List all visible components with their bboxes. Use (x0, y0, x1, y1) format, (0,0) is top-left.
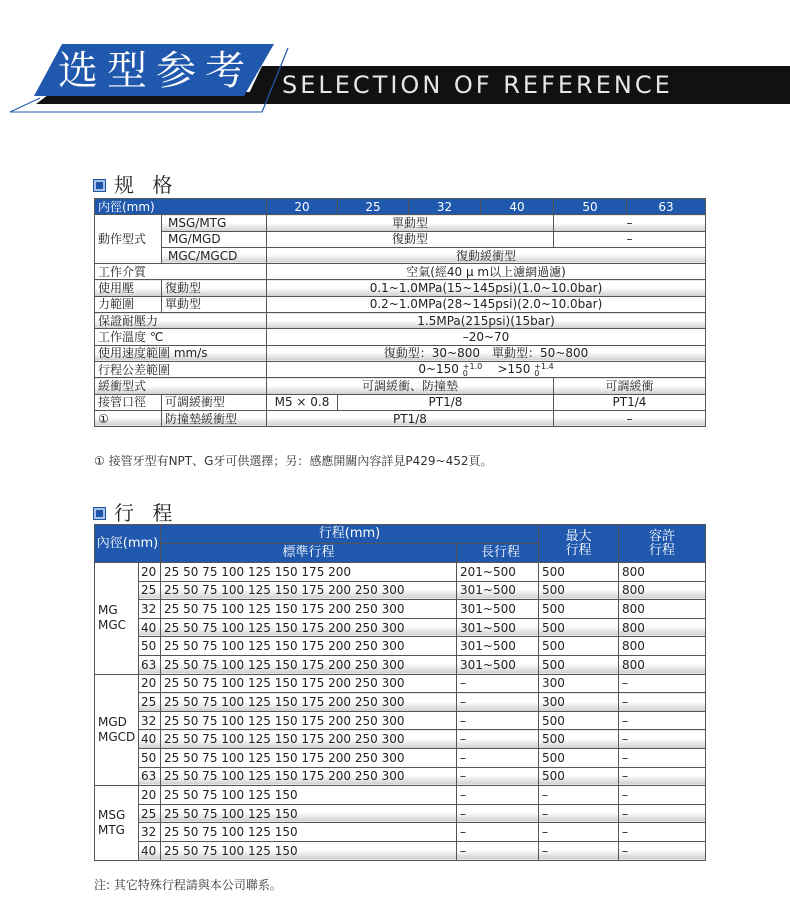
spec-header-cell: 20 (267, 199, 338, 215)
square-bullet-icon (94, 180, 105, 191)
stroke-cell-standard: 25 50 75 100 125 150 175 200 250 300 (161, 581, 457, 600)
stroke-cell-max: 500 (539, 748, 619, 767)
stroke-cell-size: 50 (139, 637, 161, 656)
stroke-cell-size: 32 (139, 600, 161, 619)
stroke-cell-long: 301~500 (457, 655, 539, 674)
spec-speed-label: 使用速度範圍 mm/s (95, 345, 267, 361)
stroke-cell-standard: 25 50 75 100 125 150 (161, 841, 457, 860)
spec-pressure-label: 力範圍 (95, 296, 162, 312)
stroke-cell-max: – (539, 823, 619, 842)
stroke-header-max-line2: 行程 (565, 542, 592, 558)
spec-action-label: 動作型式 (95, 215, 162, 264)
spec-port-label: ① (95, 410, 162, 426)
table-row (95, 823, 706, 842)
spec-row-port-1 (95, 394, 706, 410)
stroke-cell-allow: – (619, 804, 706, 823)
stroke-cell-long: – (457, 786, 539, 805)
tol-b-lower: 0 (534, 368, 540, 378)
spec-pressure-value: 0.2~1.0MPa(28~145psi)(2.0~10.0bar) (267, 296, 706, 312)
stroke-cell-allow: 800 (619, 600, 706, 619)
stroke-cell-allow: 800 (619, 637, 706, 656)
spec-cushion-value: 可調緩衝、防撞墊 (267, 378, 554, 394)
stroke-cell-max: 500 (539, 711, 619, 730)
spec-temp-label: 工作溫度 ℃ (95, 329, 267, 345)
stroke-cell-size: 40 (139, 841, 161, 860)
stroke-cell-size: 50 (139, 748, 161, 767)
tol-range-a: 0~150 (418, 362, 459, 377)
stroke-cell-standard: 25 50 75 100 125 150 175 200 250 300 (161, 693, 457, 712)
stroke-cell-long: 301~500 (457, 618, 539, 637)
stroke-cell-long: 301~500 (457, 581, 539, 600)
stroke-group-name-line1: MGD (98, 714, 127, 729)
stroke-cell-allow: 800 (619, 618, 706, 637)
stroke-header-allow-line1: 容許 (649, 528, 676, 544)
stroke-cell-standard: 25 50 75 100 125 150 175 200 250 300 (161, 730, 457, 749)
stroke-header-stroke: 行程(mm) (161, 525, 539, 544)
stroke-group-name (95, 786, 139, 860)
spec-row-cushion (95, 378, 706, 394)
spec-row-proof (95, 313, 706, 329)
spec-action-value: 單動型 (267, 215, 554, 231)
stroke-footnote: 注: 其它特殊行程請與本公司聯系。 (94, 878, 282, 892)
stroke-cell-long: – (457, 823, 539, 842)
stroke-cell-long: – (457, 693, 539, 712)
banner-title-cn: 选型参考 (58, 48, 254, 94)
stroke-header-allow (619, 525, 706, 563)
table-row (95, 841, 706, 860)
stroke-cell-standard: 25 50 75 100 125 150 175 200 250 300 (161, 600, 457, 619)
stroke-header-long: 長行程 (457, 544, 539, 563)
stroke-cell-allow: – (619, 730, 706, 749)
spec-port-value: PT1/4 (554, 394, 706, 410)
spec-section-title (94, 174, 178, 196)
stroke-cell-allow: 800 (619, 563, 706, 582)
stroke-cell-allow: – (619, 711, 706, 730)
stroke-section-title (94, 502, 178, 524)
spec-tol-value (267, 361, 706, 377)
stroke-cell-size: 25 (139, 581, 161, 600)
stroke-cell-long: – (457, 748, 539, 767)
stroke-header-max-line1: 最大 (565, 528, 592, 544)
stroke-cell-allow: – (619, 786, 706, 805)
stroke-table (94, 524, 706, 861)
stroke-cell-size: 20 (139, 674, 161, 693)
stroke-header-standard: 標準行程 (161, 544, 457, 563)
stroke-cell-long: 201~500 (457, 563, 539, 582)
spec-row-medium (95, 264, 706, 280)
spec-row-temp (95, 329, 706, 345)
spec-row-tolerance (95, 361, 706, 377)
stroke-group-name (95, 563, 139, 675)
stroke-cell-standard: 25 50 75 100 125 150 175 200 250 300 (161, 655, 457, 674)
stroke-cell-standard: 25 50 75 100 125 150 175 200 (161, 563, 457, 582)
spec-proof-label: 保證耐壓力 (95, 313, 267, 329)
spec-proof-value: 1.5MPa(215psi)(15bar) (267, 313, 706, 329)
spec-action-value: 復動型 (267, 231, 554, 247)
table-row (95, 581, 706, 600)
spec-row-port-2 (95, 410, 706, 426)
spec-header-cell: 32 (409, 199, 481, 215)
stroke-cell-allow: – (619, 674, 706, 693)
spec-action-value: – (554, 231, 706, 247)
spec-header-cell: 50 (554, 199, 627, 215)
stroke-group-name-line2: MTG (98, 822, 125, 837)
table-row (95, 655, 706, 674)
stroke-table-body (95, 563, 706, 861)
spec-medium-label: 工作介質 (95, 264, 267, 280)
stroke-cell-size: 63 (139, 655, 161, 674)
spec-row-action-3 (95, 247, 706, 263)
stroke-cell-max: 500 (539, 581, 619, 600)
stroke-cell-long: – (457, 804, 539, 823)
stroke-cell-standard: 25 50 75 100 125 150 175 200 250 300 (161, 674, 457, 693)
stroke-cell-max: 500 (539, 600, 619, 619)
spec-action-type: MGC/MGCD (162, 247, 267, 263)
table-row (95, 767, 706, 786)
stroke-cell-allow: – (619, 748, 706, 767)
tol-a-lower: 0 (462, 368, 468, 378)
stroke-cell-long: 301~500 (457, 600, 539, 619)
stroke-cell-long: – (457, 674, 539, 693)
stroke-cell-size: 40 (139, 618, 161, 637)
stroke-cell-size: 25 (139, 804, 161, 823)
stroke-cell-standard: 25 50 75 100 125 150 (161, 786, 457, 805)
spec-section-title-text: 规 格 (114, 173, 179, 197)
table-row (95, 804, 706, 823)
table-row (95, 637, 706, 656)
stroke-group-name-line2: MGCD (98, 729, 136, 744)
spec-header-cell: 25 (338, 199, 409, 215)
spec-header-row (95, 199, 706, 215)
spec-row-speed (95, 345, 706, 361)
table-row (95, 563, 706, 582)
spec-medium-value: 空氣(經40 μ m以上濾網過濾) (267, 264, 706, 280)
stroke-cell-size: 32 (139, 711, 161, 730)
stroke-cell-max: 500 (539, 637, 619, 656)
stroke-cell-standard: 25 50 75 100 125 150 (161, 823, 457, 842)
spec-row-pressure-2 (95, 296, 706, 312)
table-row (95, 693, 706, 712)
spec-table (94, 198, 706, 427)
banner-title-en: SELECTION OF REFERENCE (282, 71, 673, 99)
stroke-cell-max: 500 (539, 767, 619, 786)
stroke-cell-size: 40 (139, 730, 161, 749)
stroke-header-row-1 (95, 525, 706, 544)
spec-row-action-1 (95, 215, 706, 231)
stroke-group-name-line1: MSG (98, 807, 126, 822)
spec-speed-value: 復動型：30~800 單動型：50~800 (267, 345, 706, 361)
spec-cushion-label: 緩衝型式 (95, 378, 267, 394)
spec-pressure-label: 使用壓 (95, 280, 162, 296)
stroke-header-allow-line2: 行程 (649, 542, 676, 558)
spec-port-value: – (554, 410, 706, 426)
spec-action-value: 復動緩衝型 (267, 247, 706, 263)
spec-header-cell: 63 (627, 199, 706, 215)
stroke-header-bore: 內徑(mm) (95, 525, 161, 563)
stroke-cell-long: – (457, 767, 539, 786)
table-row (95, 748, 706, 767)
stroke-cell-max: – (539, 804, 619, 823)
spec-port-type: 可調緩衝型 (162, 394, 267, 410)
stroke-cell-allow: – (619, 823, 706, 842)
stroke-cell-max: 300 (539, 693, 619, 712)
stroke-cell-standard: 25 50 75 100 125 150 (161, 804, 457, 823)
stroke-cell-allow: 800 (619, 581, 706, 600)
stroke-cell-long: – (457, 711, 539, 730)
spec-pressure-type: 復動型 (162, 280, 267, 296)
stroke-cell-standard: 25 50 75 100 125 150 175 200 250 300 (161, 637, 457, 656)
spec-temp-value: –20~70 (267, 329, 706, 345)
spec-header-bore: 内徑(mm) (95, 199, 267, 215)
stroke-cell-max: – (539, 786, 619, 805)
spec-row-action-2 (95, 231, 706, 247)
table-row (95, 674, 706, 693)
stroke-cell-long: – (457, 730, 539, 749)
spec-pressure-type: 單動型 (162, 296, 267, 312)
spec-pressure-value: 0.1~1.0MPa(15~145psi)(1.0~10.0bar) (267, 280, 706, 296)
spec-port-label: 接管口徑 (95, 394, 162, 410)
spec-row-pressure-1 (95, 280, 706, 296)
stroke-cell-allow: – (619, 841, 706, 860)
stroke-cell-max: 500 (539, 618, 619, 637)
spec-port-value: PT1/8 (338, 394, 554, 410)
spec-action-type: MG/MGD (162, 231, 267, 247)
header-banner (0, 0, 790, 130)
stroke-cell-size: 63 (139, 767, 161, 786)
stroke-group-name-line1: MG (98, 603, 118, 618)
stroke-cell-size: 32 (139, 823, 161, 842)
table-row (95, 711, 706, 730)
stroke-cell-max: – (539, 841, 619, 860)
spec-port-value: M5 × 0.8 (267, 394, 338, 410)
spec-footnote: ① 接管牙型有NPT、G牙可供選擇；另：感應開關內容詳見P429~452頁。 (94, 454, 493, 468)
stroke-cell-standard: 25 50 75 100 125 150 175 200 250 300 (161, 711, 457, 730)
stroke-cell-max: 300 (539, 674, 619, 693)
stroke-cell-size: 25 (139, 693, 161, 712)
tol-a-upper: +1.0 (462, 361, 483, 371)
spec-port-value: PT1/8 (267, 410, 554, 426)
stroke-header-max (539, 525, 619, 563)
spec-action-value: – (554, 215, 706, 231)
stroke-cell-max: 500 (539, 655, 619, 674)
stroke-cell-standard: 25 50 75 100 125 150 175 200 250 300 (161, 618, 457, 637)
stroke-cell-max: 500 (539, 730, 619, 749)
stroke-cell-max: 500 (539, 563, 619, 582)
stroke-cell-allow: – (619, 693, 706, 712)
stroke-cell-size: 20 (139, 563, 161, 582)
tol-range-b: >150 (497, 362, 531, 377)
spec-action-type: MSG/MTG (162, 215, 267, 231)
stroke-cell-standard: 25 50 75 100 125 150 175 200 250 300 (161, 748, 457, 767)
table-row (95, 786, 706, 805)
spec-port-type: 防撞墊緩衝型 (162, 410, 267, 426)
stroke-cell-allow: 800 (619, 655, 706, 674)
stroke-section-title-text: 行 程 (114, 501, 179, 525)
stroke-group-name (95, 674, 139, 786)
table-row (95, 600, 706, 619)
stroke-group-name-line2: MGC (98, 618, 127, 633)
square-bullet-icon (94, 508, 105, 519)
stroke-cell-long: 301~500 (457, 637, 539, 656)
stroke-cell-allow: – (619, 767, 706, 786)
table-row (95, 618, 706, 637)
stroke-cell-size: 20 (139, 786, 161, 805)
tol-b-upper: +1.4 (534, 361, 554, 371)
spec-tol-label: 行程公差範圍 (95, 361, 267, 377)
table-row (95, 730, 706, 749)
spec-header-cell: 40 (481, 199, 554, 215)
stroke-cell-long: – (457, 841, 539, 860)
spec-cushion-value: 可調緩衝 (554, 378, 706, 394)
stroke-cell-standard: 25 50 75 100 125 150 175 200 250 300 (161, 767, 457, 786)
